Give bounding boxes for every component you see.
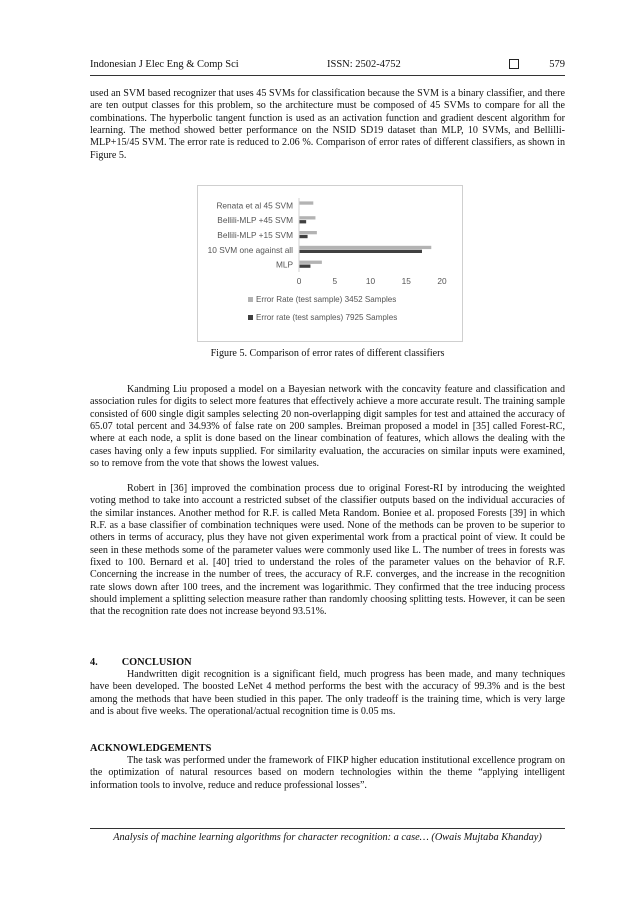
conclusion-heading (90, 657, 192, 669)
chart-svg (198, 186, 462, 341)
conclusion-title: CONCLUSION (121, 657, 192, 668)
category-label: MLP (275, 259, 293, 270)
legend-label: Error Rate (test sample) 3452 Samples (256, 295, 397, 304)
running-footer: Analysis of machine learning algorithms for character recognition: a case… (Owais Mujtaba Khanday) (113, 832, 542, 843)
acknowledgements-heading: ACKNOWLEDGEMENTS (90, 743, 212, 754)
category-label: 10 SVM one against all (207, 244, 293, 255)
body-paragraph-2: Robert in [36] improved the combination process due to original Forest-RI by introducing the weighted voting method to take into account a restricted subset of the classifier outputs based on the individual accuracies of the similar instances. Another method for R.F. is called Meta Random. Boniee et al. proposed Forests [39] in which R.F. as a base classifier of combination techniques were used. None of the methods can be proven to be superior to others in terms of accuracy, plus they have not given experimental work from a practical point of view. It could be seen in these methods some of the parameter values were commonly used like L. The number of trees in forests was fixed to 100. Bernard et al. [40] tried to understand the roles of the parameter values on the behavior of R.F. Concerning the increase in the number of trees, the accuracy of R.F. converges, and the increase in the recognition rate slows down after 100 trees, and the increment was logarithmic. They confirmed that the tree inducing process should implement a splitting selection measure rather than randomly choosing splitting tests. However, it can be seen that the recognition rate does not increase beyond 93.51%. (90, 483, 565, 618)
bar-series-7925 (299, 235, 308, 238)
category-label: Renata et al 45 SVM (216, 200, 293, 211)
x-tick-label: 20 (437, 276, 447, 286)
legend-swatch (248, 315, 253, 320)
bar-series-3452 (299, 261, 322, 264)
x-tick-label: 0 (296, 276, 302, 286)
legend-label: Error rate (test samples) 7925 Samples (256, 313, 398, 322)
body-paragraph-1: Kandming Liu proposed a model on a Bayesian network with the concavity feature and classification and association rules for digits to select more features that effectively achieve a more accurate result. The training sample consisted of 600 single digit samples selecting 20 non-overlapping digit samples for test and attained the accuracy of 65.07 total percent and 34.93% of false rate on 200 samples. Breiman proposed a model in [35] called Forest-RC, where at each node, a split is done based on the linear combination of features, which allows the dealing with the cases having only a few inputs supplied. For similarity evaluation, the accuracies on similar inputs were examined, so to remove from the vote that shows the lowest values. (90, 384, 565, 470)
conclusion-number: 4. (90, 657, 98, 668)
legend-swatch (248, 297, 253, 302)
intro-paragraph: used an SVM based recognizer that uses 45 SVMs for classification because the SVM is a binary classifier, and there are ten output classes for this problem, so the architecture must be composed of 45 SVMs to compare for all the combinations. The hyperbolic tangent function is used as an activation function and gradient descent algorithm for learning. The method showed better performance on the NSID SD19 dataset than MLP, 10 SVMs, and Bellilli-MLP+15/45 SVM. The error rate is reduced to 2.06 %. Comparison of error rates of different classifiers, as shown in Figure 5. (90, 88, 565, 161)
category-label: Bellili-MLP +45 SVM (217, 215, 293, 226)
bar-series-7925 (299, 250, 422, 253)
bar-series-3452 (299, 201, 313, 204)
issn-label: ISSN: 2502-4752 (327, 59, 401, 70)
figure-5-chart (197, 185, 463, 342)
conclusion-paragraph: Handwritten digit recognition is a significant field, much progress has been made, and many techniques have been developed. The boosted LeNet 4 method performs the best with the accuracy of 99.3% and is the best among the methods that have been studied in this paper. The only tradeoff is the training time, which is very large and is about five weeks. The operational/actual recognition time is 0.05 ms. (90, 669, 565, 718)
header-divider (90, 75, 565, 76)
acknowledgements-paragraph: The task was performed under the framework of FIKP higher education institutional excellence program on the optimization of natural resources based on modern technologies within the theme “applying intelligent information tools to involve, reduce and reduce professional losses”. (90, 755, 565, 791)
checkbox-icon (509, 59, 519, 69)
x-tick-label: 10 (365, 276, 376, 286)
footer-divider (90, 828, 565, 829)
bar-series-3452 (299, 246, 431, 249)
bar-series-7925 (299, 220, 306, 223)
category-label: Bellili-MLP +15 SVM (217, 230, 293, 240)
journal-name: Indonesian J Elec Eng & Comp Sci (90, 59, 239, 70)
figure-caption: Figure 5. Comparison of error rates of different classifiers (210, 348, 445, 359)
running-header (90, 58, 565, 72)
page-number: 579 (549, 59, 565, 70)
bar-series-3452 (299, 231, 317, 234)
x-tick-label: 5 (332, 276, 338, 286)
bar-series-3452 (299, 216, 315, 219)
bar-series-7925 (299, 265, 310, 268)
x-tick-label: 15 (401, 276, 411, 286)
